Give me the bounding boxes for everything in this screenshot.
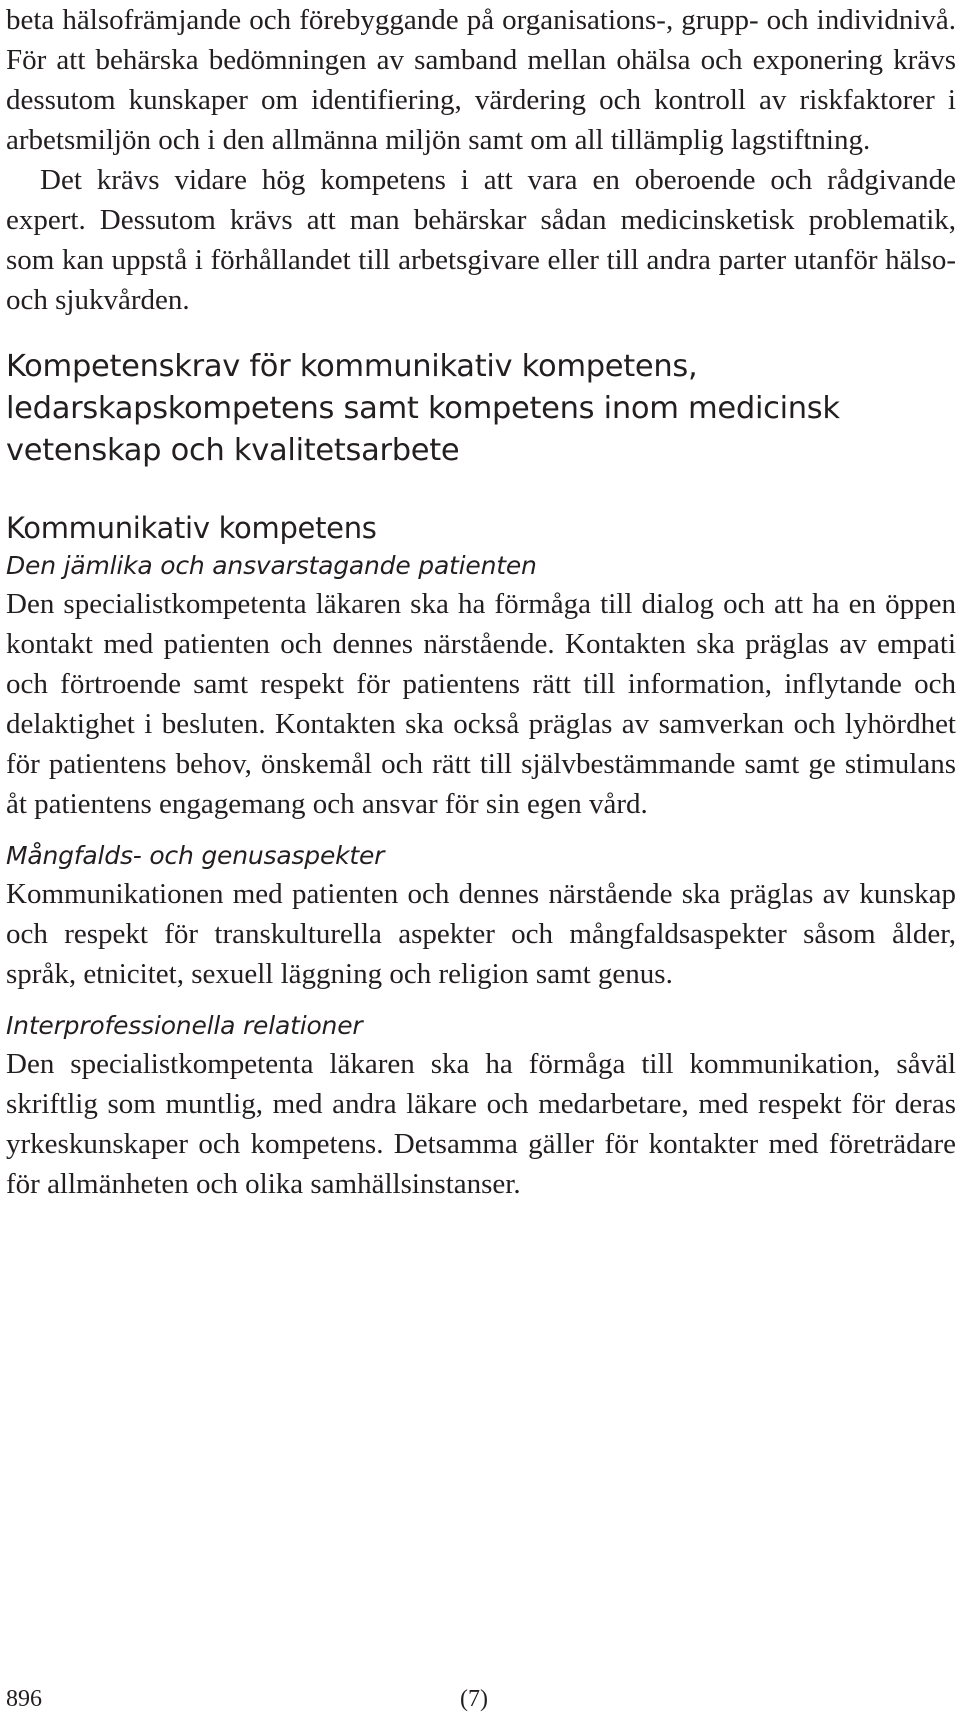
document-page (6, 0, 956, 1204)
item-heading-patient: Den jämlika och ansvarstagande patienten (6, 551, 537, 580)
item-heading-diversity: Mångfalds- och genusaspekter (6, 841, 385, 870)
section-heading: Kompetenskrav för kommunikativ kompetens, ledarskapskompetens samt kompetens inom medicinsk vetenskap och kvalitetsarbete (6, 349, 840, 468)
item-heading-interprofessional: Interprofessionella relationer (6, 1011, 363, 1040)
item-text-diversity: Kommunikationen med patienten och dennes närstående ska präglas av kunskap och respekt för transkulturella aspekter och mångfaldsaspekter såsom ålder, språk, etnicitet, sexuell läggning och religion samt genus. (6, 878, 956, 990)
item-text-patient: Den specialistkompetenta läkaren ska ha förmåga till dialog och att ha en öppen kontakt med patienten och dennes närstående. Kontakten ska präglas av empati och förtroende samt respekt för patientens rätt till information, inflytande och delaktighet i besluten. Kontakten ska också präglas av samverkan och lyhördhet för patientens behov, önskemål och rätt till självbestämmande samt ge stimulans åt patientens engagemang och ansvar för sin egen vård. (6, 588, 956, 820)
issue-label: (7) (460, 1686, 488, 1712)
intro-paragraph-2: Det krävs vidare hög kompetens i att vara en oberoende och rådgivande expert. Dessutom krävs att man behärskar sådan medicinsketisk problematik, som kan uppstå i förhållandet till arbetsgivare eller till andra parter utanför hälso- och sjukvården. (6, 164, 956, 316)
item-text-interprofessional: Den specialistkompetenta läkaren ska ha förmåga till kommunikation, såväl skriftlig som muntlig, med andra läkare och medarbetare, med respekt för deras yrkeskunskaper och kompetens. Detsamma gäller för kontakter med företrädare för allmänheten och olika samhällsinstanser. (6, 1048, 956, 1200)
subsection-heading: Kommunikativ kompetens (6, 511, 377, 545)
page-number: 896 (6, 1686, 42, 1712)
intro-paragraph-1: beta hälsofrämjande och förebyggande på organisations-, grupp- och individnivå. För att behärska bedömningen av samband mellan ohälsa och exponering krävs dessutom kunskaper om identifiering, värdering och kontroll av riskfaktorer i arbetsmiljön och i den allmänna miljön samt om all tillämplig lagstiftning. (6, 4, 956, 156)
